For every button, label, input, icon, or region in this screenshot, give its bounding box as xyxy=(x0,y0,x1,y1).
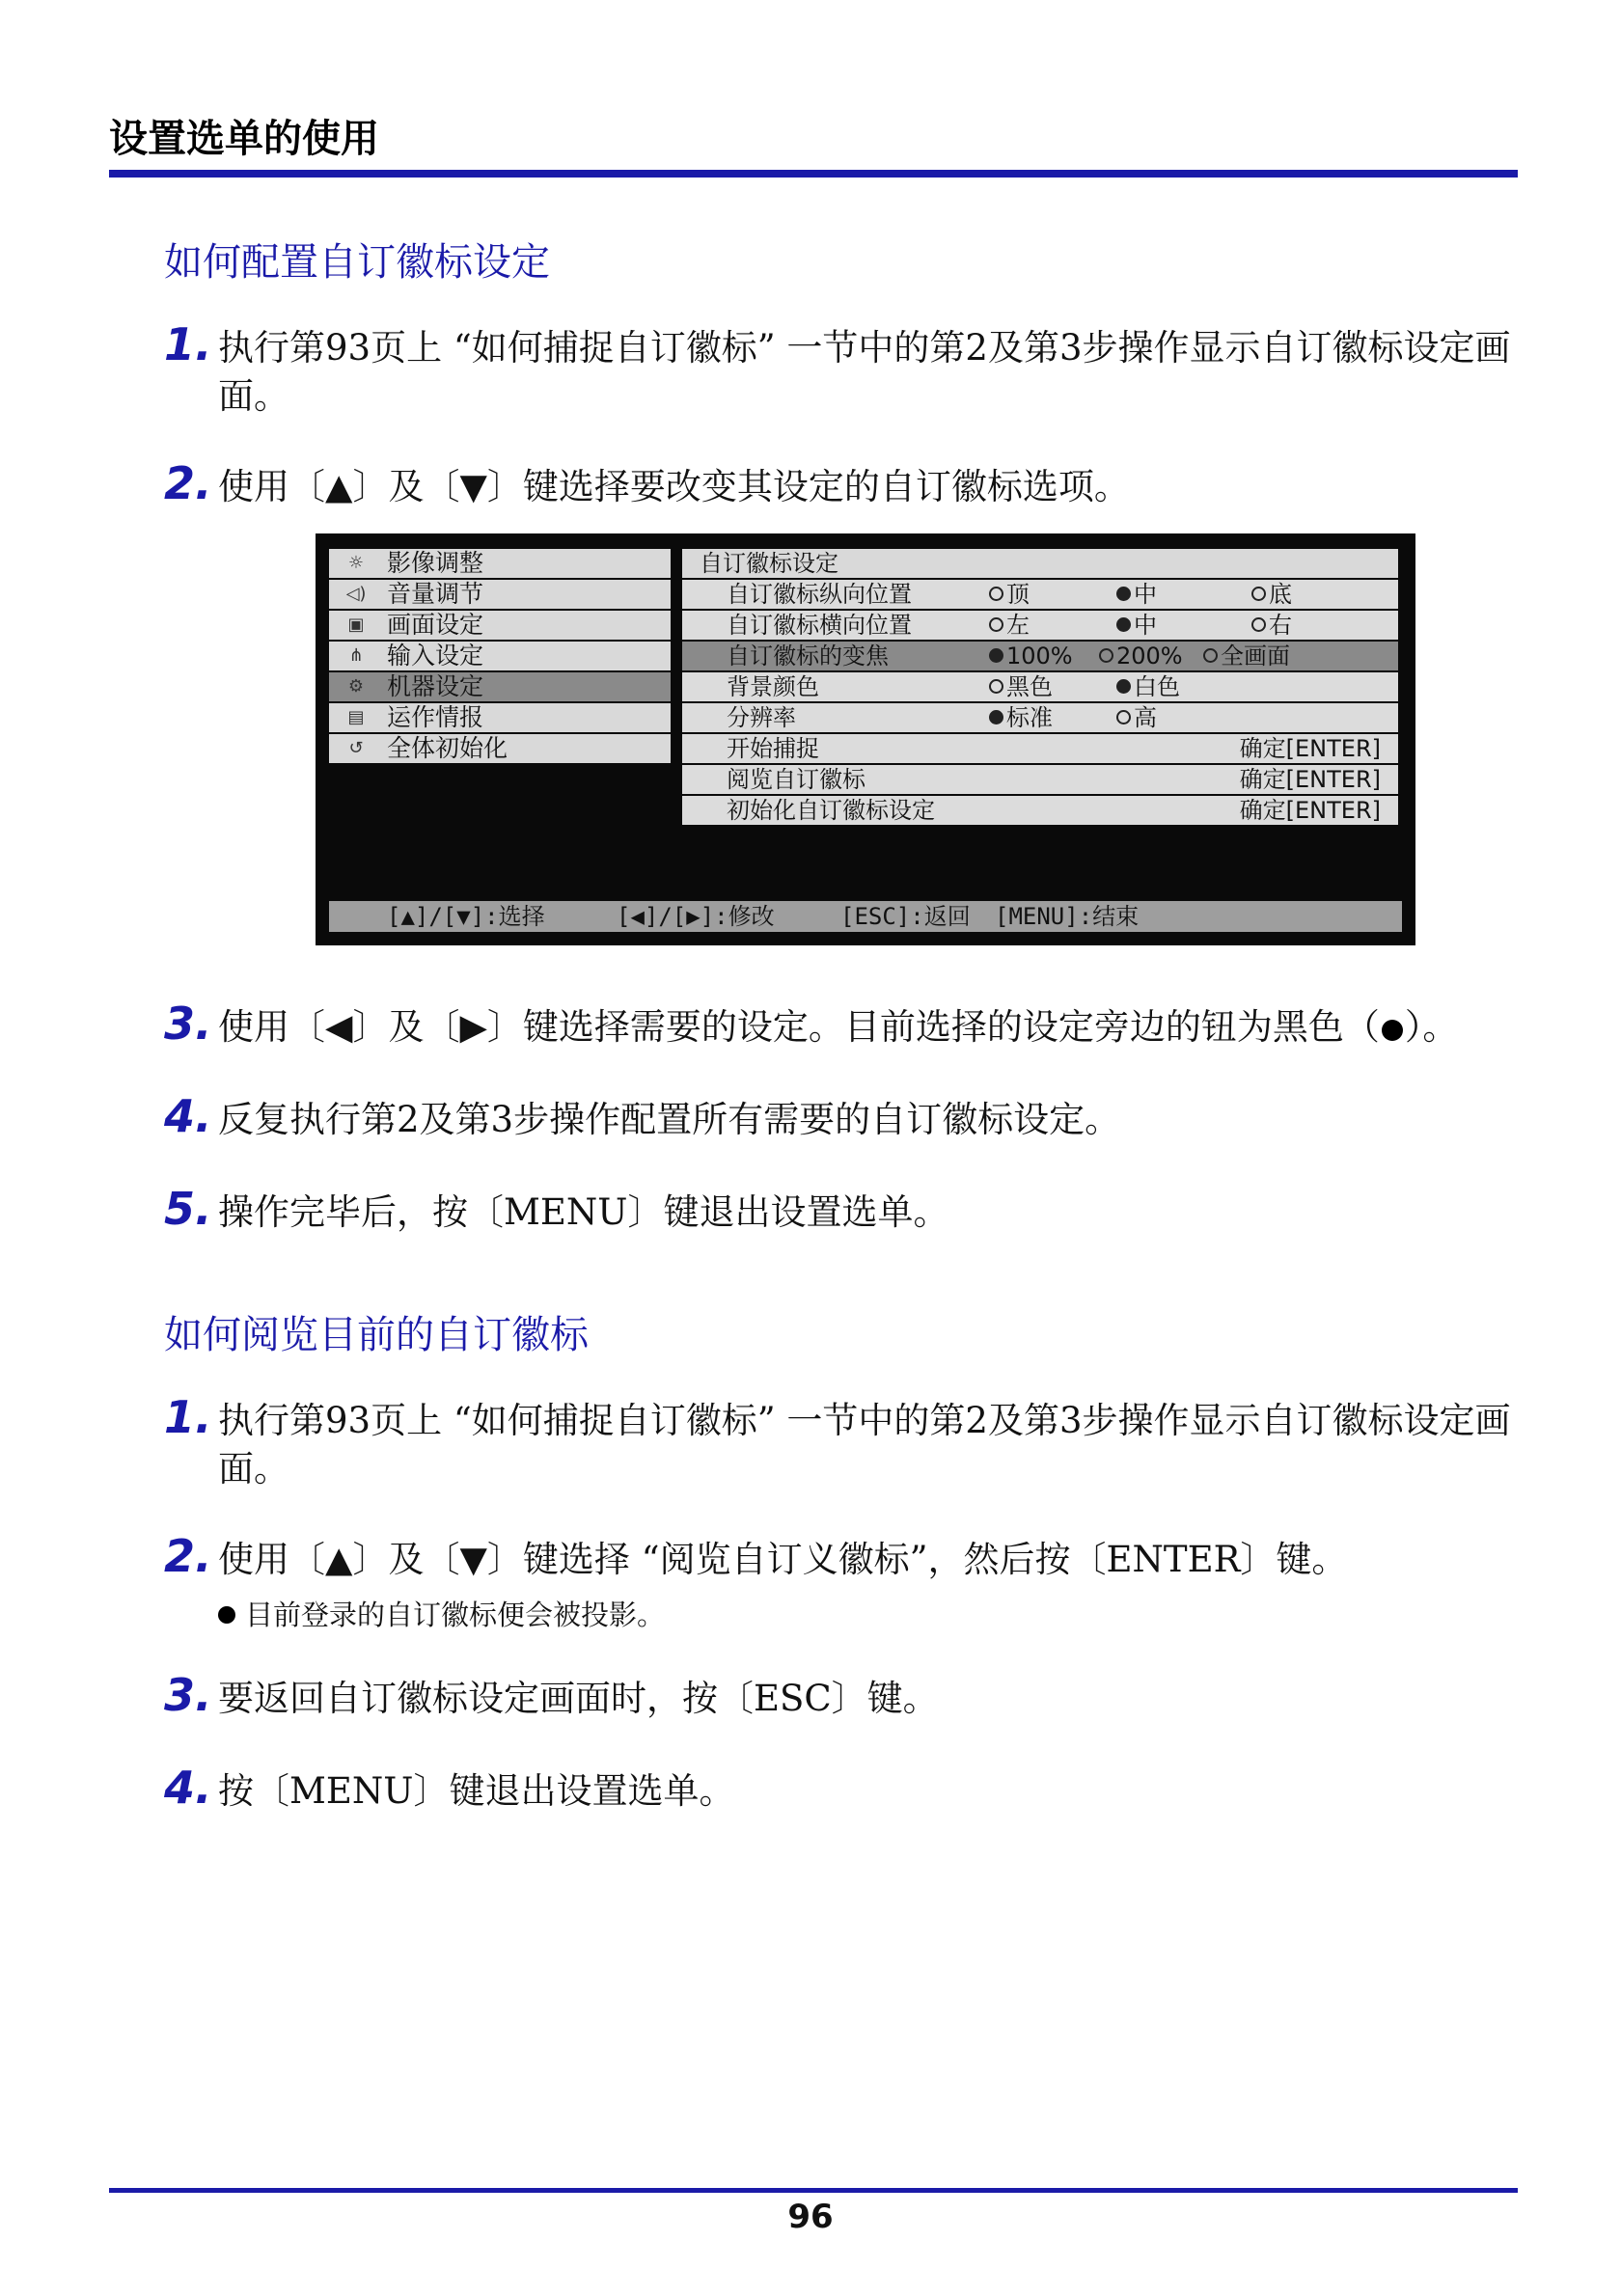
step-2 xyxy=(164,457,1525,511)
step-text: 要返回自订徽标设定画面时，按〔ESC〕键。 xyxy=(218,1678,939,1719)
header-divider xyxy=(109,170,1518,178)
menu-item-label: 机器设定 xyxy=(387,672,484,700)
reset-icon: ↺ xyxy=(348,738,364,758)
row-background-color[interactable] xyxy=(682,672,1398,701)
radio-icon xyxy=(1251,617,1266,632)
row-label: 开始捕捉 xyxy=(727,735,819,762)
menu-item-label: 全体初始化 xyxy=(387,734,508,762)
option-100[interactable]: 100% xyxy=(989,642,1073,670)
step-number: 4. xyxy=(164,1762,212,1814)
step-number: 2. xyxy=(164,1530,212,1582)
step-1 xyxy=(164,318,1525,421)
settings-screen-image xyxy=(316,533,1415,945)
menu-item-input-settings[interactable] xyxy=(329,642,671,670)
step-text: 按〔MENU〕键退出设置选单。 xyxy=(218,1770,735,1812)
radio-icon xyxy=(1116,710,1131,724)
screen-grid-icon: ▣ xyxy=(347,615,365,635)
radio-selected-icon xyxy=(1116,587,1131,601)
main-menu xyxy=(329,549,671,765)
page-header-title: 设置选单的使用 xyxy=(109,117,379,161)
menu-item-screen-settings[interactable] xyxy=(329,611,671,640)
radio-icon xyxy=(1099,648,1113,663)
option-200[interactable]: 200% xyxy=(1099,642,1183,670)
footer-divider xyxy=(109,2188,1518,2193)
menu-item-reset-all[interactable] xyxy=(329,734,671,763)
row-logo-horizontal-position[interactable] xyxy=(682,611,1398,640)
hint-back: [ESC]:返回 xyxy=(840,903,971,930)
row-label: 自订徽标横向位置 xyxy=(727,612,912,639)
confirm-enter-action[interactable]: 确定[ENTER] xyxy=(1239,735,1381,762)
row-label: 初始化自订徽标设定 xyxy=(727,797,935,824)
step-number: 3. xyxy=(164,998,212,1050)
option-top[interactable]: 顶 xyxy=(989,580,1030,609)
bullet-icon xyxy=(218,1606,235,1624)
confirm-enter-action[interactable]: 确定[ENTER] xyxy=(1239,766,1381,793)
radio-icon xyxy=(1251,587,1266,601)
input-connectors-icon: ⋔ xyxy=(348,645,364,666)
option-full-screen[interactable]: 全画面 xyxy=(1203,642,1290,670)
radio-selected-icon xyxy=(989,648,1003,663)
step-text: 使用〔▲〕及〔▼〕键选择 “阅览自订义徽标”，然后按〔ENTER〕键。 xyxy=(218,1539,1348,1580)
note-text: 目前登录的自订徽标便会被投影。 xyxy=(245,1599,666,1631)
row-resolution[interactable] xyxy=(682,703,1398,732)
step-number: 5. xyxy=(164,1183,212,1235)
option-left[interactable]: 左 xyxy=(989,611,1030,640)
step-4 xyxy=(164,1090,1525,1144)
option-middle[interactable]: 中 xyxy=(1116,580,1157,609)
radio-icon xyxy=(989,617,1003,632)
step-4 xyxy=(164,1762,1525,1816)
step-number: 1. xyxy=(164,318,212,370)
step-note xyxy=(218,1594,665,1633)
option-black[interactable]: 黑色 xyxy=(989,672,1053,701)
radio-icon xyxy=(989,679,1003,694)
speaker-icon: ◁) xyxy=(345,584,367,604)
radio-selected-icon xyxy=(1116,617,1131,632)
row-label: 阅览自订徽标 xyxy=(727,766,865,793)
hint-select: [▲]/[▼]:选择 xyxy=(387,903,545,930)
radio-selected-icon xyxy=(989,710,1003,724)
hint-exit: [MENU]:结束 xyxy=(995,903,1140,930)
option-right[interactable]: 右 xyxy=(1251,611,1292,640)
menu-item-image-adjust[interactable] xyxy=(329,549,671,578)
step-number: 3. xyxy=(164,1669,212,1721)
step-text: 执行第93页上 “如何捕捉自订徽标” 一节中的第2及第3步操作显示自订徽标设定画面。 xyxy=(218,1400,1511,1490)
step-2 xyxy=(164,1530,1525,1584)
row-logo-zoom[interactable] xyxy=(682,642,1398,670)
device-settings-icon: ⚙ xyxy=(347,676,365,697)
step-number: 4. xyxy=(164,1090,212,1142)
row-label: 自订徽标纵向位置 xyxy=(727,581,912,608)
row-view-logo[interactable] xyxy=(682,765,1398,794)
hint-change: [◀]/[▶]:修改 xyxy=(617,903,775,930)
option-high[interactable]: 高 xyxy=(1116,703,1157,732)
step-5 xyxy=(164,1183,1525,1237)
step-3 xyxy=(164,998,1525,1052)
radio-selected-icon xyxy=(1116,679,1131,694)
page-number: 96 xyxy=(787,2198,834,2236)
option-standard[interactable]: 标准 xyxy=(989,703,1053,732)
confirm-enter-action[interactable]: 确定[ENTER] xyxy=(1239,797,1381,824)
step-text: 反复执行第2及第3步操作配置所有需要的自订徽标设定。 xyxy=(218,1099,1121,1140)
row-label: 分辨率 xyxy=(727,704,796,731)
row-label: 自订徽标的变焦 xyxy=(727,642,889,670)
step-number: 1. xyxy=(164,1391,212,1443)
menu-item-label: 输入设定 xyxy=(387,642,484,670)
menu-item-label: 画面设定 xyxy=(387,611,484,639)
radio-icon xyxy=(989,587,1003,601)
section-title-configure-logo: 如何配置自订徽标设定 xyxy=(164,240,550,285)
menu-item-device-settings[interactable] xyxy=(329,672,671,701)
step-3 xyxy=(164,1669,1525,1723)
step-text: 使用〔▲〕及〔▼〕键选择要改变其设定的自订徽标选项。 xyxy=(218,466,1130,507)
row-start-capture[interactable] xyxy=(682,734,1398,763)
section-title-view-logo: 如何阅览目前的自订徽标 xyxy=(164,1313,589,1357)
menu-item-label: 音量调节 xyxy=(387,580,484,608)
option-center[interactable]: 中 xyxy=(1116,611,1157,640)
row-initialize-logo-settings[interactable] xyxy=(682,796,1398,825)
step-text: 使用〔◀〕及〔▶〕键选择需要的设定。目前选择的设定旁边的钮为黑色（ ）。 xyxy=(218,1006,1459,1048)
key-hints-bar xyxy=(329,901,1402,932)
option-white[interactable]: 白色 xyxy=(1116,672,1180,701)
panel-title: 自订徽标设定 xyxy=(682,549,1398,578)
radio-icon xyxy=(1203,648,1218,663)
sun-contrast-icon: ☼ xyxy=(347,553,365,573)
logo-settings-panel xyxy=(682,549,1398,827)
step-text: 操作完毕后，按〔MENU〕键退出设置选单。 xyxy=(218,1191,949,1233)
row-logo-vertical-position[interactable] xyxy=(682,580,1398,609)
info-monitor-icon: ▤ xyxy=(347,707,365,727)
menu-item-volume[interactable] xyxy=(329,580,671,609)
menu-item-label: 影像调整 xyxy=(387,549,484,577)
step-number: 2. xyxy=(164,457,212,509)
step-text: 执行第93页上 “如何捕捉自订徽标” 一节中的第2及第3步操作显示自订徽标设定画面。 xyxy=(218,327,1511,417)
menu-item-label: 运作情报 xyxy=(387,703,484,731)
step-1 xyxy=(164,1391,1525,1493)
option-bottom[interactable]: 底 xyxy=(1251,580,1292,609)
menu-item-operation-info[interactable] xyxy=(329,703,671,732)
filled-dot-icon xyxy=(1382,1020,1403,1041)
row-label: 背景颜色 xyxy=(727,673,819,700)
